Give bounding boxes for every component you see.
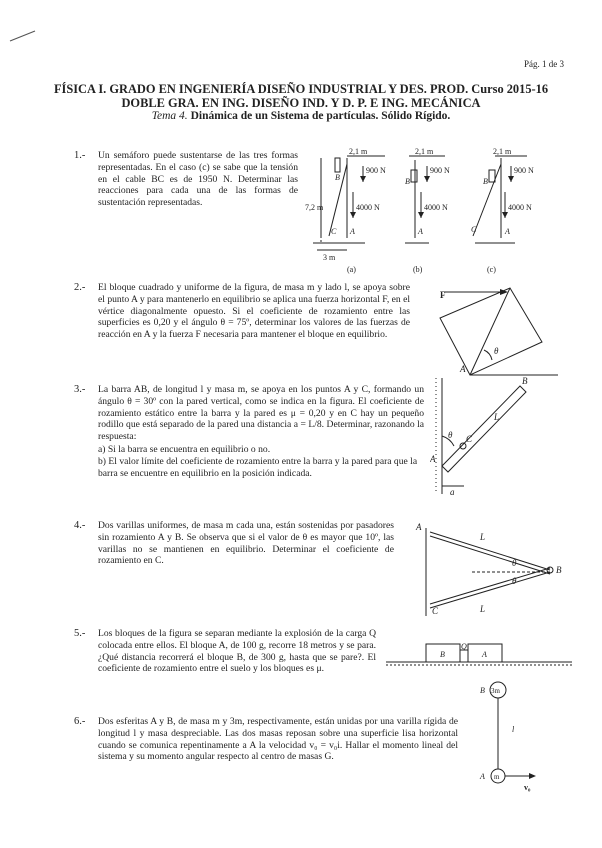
fig3-label-theta: θ: [448, 430, 453, 440]
problem-3-items: [98, 444, 424, 479]
fig2-point-label: A: [460, 364, 466, 374]
figure-6: [478, 680, 558, 794]
figure-4: [400, 520, 570, 620]
fig1c-label-c: C: [471, 225, 477, 234]
figure-3: [430, 376, 570, 496]
fig1c-force-top: 900 N: [514, 166, 534, 175]
fig3-label-a-dist: a: [450, 487, 455, 496]
fig6-label-3m: 3m: [491, 687, 500, 695]
fig4-label-theta-top: θ: [512, 558, 517, 568]
fig6-label-b: B: [480, 686, 485, 695]
problem-4-number: 4.-: [74, 520, 86, 531]
fig6-label-a: A: [480, 772, 485, 781]
fig3-label-b: B: [522, 376, 528, 386]
fig6-label-v0: v₀: [524, 783, 531, 792]
fig1-caption-b: (b): [413, 265, 423, 274]
fig1a-label-c: C: [331, 227, 337, 236]
problem-2-text: El bloque cuadrado y uniforme de la figura, de masa m y lado l, se apoya sobre el punto A y para mantenerlo en equilibrio se aplica una fuerza horizontal F, en el vértice diagonalmente opuesto. Si el coeficiente de rozamiento entre las superficies es 0,20 y el ángulo θ = 75º, determinar los valores de las fuerzas de reacción en A y la fuerza F necesaria para mantener el bloque en equilibrio.: [98, 282, 410, 341]
fig1a-dim-height: 7,2 m: [305, 203, 324, 212]
fig1b-force-top: 900 N: [430, 166, 450, 175]
problem-3-text: La barra AB, de longitud l y masa m, se apoya en los puntos A y C, formando un ángulo θ = 30º con la pared vertical, como se indica en la figura. El coeficiente de rozamiento estático entre la barra y la pared es μ = 0,20 y en C hay un pequeño rodillo que está separado de la pared una distancia a = L/8. Determinar, razonando la respuesta:: [98, 384, 424, 443]
figure-2: [430, 280, 570, 380]
problem-5-text: Los bloques de la figura se separan mediante la explosión de la carga Q colocada entre ellos. El bloque A, de 100 g, recorre 18 metros y se para. ¿Qué distancia recorrerá el bloque B, de 300 g, hasta que se pare?. El coeficiente de rozamiento entre el suelo y los bloques es μ.: [98, 628, 376, 675]
problem-3-number: 3.-: [74, 384, 86, 395]
fig1a-force-top: 900 N: [366, 166, 386, 175]
fig1b-label-b: B: [405, 177, 410, 186]
fig3-label-c: C: [466, 434, 473, 444]
fig1b-dim-top: 2,1 m: [415, 148, 434, 156]
course-header-line2: DOBLE GRA. EN ING. DISEÑO IND. Y D. P. E ING. MECÁNICA: [121, 96, 481, 110]
fig4-label-c: C: [432, 606, 439, 616]
fig1b-label-a: A: [418, 227, 423, 236]
problem-5-number: 5.-: [74, 628, 86, 639]
problem-3-item-a: a) Si la barra se encuentra en equilibrio o no.: [98, 444, 271, 455]
page-number: Pág. 1 de 3: [524, 59, 564, 69]
fig1a-label-b: B: [335, 173, 340, 182]
fig5-label-a: A: [482, 650, 487, 659]
pen-mark: [8, 28, 38, 44]
fig3-label-l: L: [494, 412, 500, 422]
problem-6-number: 6.-: [74, 716, 86, 727]
fig4-label-l-top: L: [480, 532, 486, 542]
fig1-caption-c: (c): [487, 265, 496, 274]
fig1c-label-a: A: [505, 227, 510, 236]
fig1a-dim-top: 2,1 m: [349, 148, 368, 156]
theme-label: Tema 4.: [151, 110, 188, 122]
fig1b-force-bottom: 4000 N: [424, 203, 448, 212]
theme-title: Dinámica de un Sistema de partículas. Sólido Rígido.: [190, 110, 451, 122]
fig4-label-a: A: [416, 522, 422, 532]
fig2-angle-label: θ: [494, 346, 499, 356]
problem-1-number: 1.-: [74, 150, 86, 161]
theme-heading: [0, 110, 602, 122]
problem-3-item-b: b) El valor límite del coeficiente de rozamiento entre la barra y la pared para que la barra se encuentre en equilibrio en la posición indicada.: [98, 455, 418, 479]
fig2-force-label: F: [440, 290, 446, 300]
figure-5: [384, 638, 574, 670]
fig3-label-a: A: [430, 454, 436, 464]
fig1c-label-b: B: [483, 177, 488, 186]
fig1-caption-a: (a): [347, 265, 356, 274]
course-header-line1: FÍSICA I. GRADO EN INGENIERÍA DISEÑO INDUSTRIAL Y DES. PROD. Curso 2015-16: [53, 82, 549, 96]
fig4-label-l-bottom: L: [480, 604, 486, 614]
fig1a-dim-base: 3 m: [323, 253, 336, 262]
fig1c-dim-top: 2,1 m: [493, 148, 512, 156]
fig4-label-theta-bottom: θ: [512, 576, 517, 586]
fig6-label-l: l: [512, 725, 515, 734]
problem-1-text: Un semáforo puede sustentarse de las tres formas representadas. En el caso (c) se sabe que la tensión en el cable BC es de 1950 N. Determinar las reacciones para cada una de las formas de sustentación representadas.: [98, 150, 298, 209]
figure-1: [305, 148, 535, 278]
fig4-label-b: B: [556, 565, 562, 575]
fig5-label-q: Q: [461, 642, 467, 651]
problem-4-text: Dos varillas uniformes, de masa m cada una, están sostenidas por pasadores sin rozamiento A y B. Se observa que si el valor de θ es mayor que 10º, las varillas no se mantienen en equilibrio. Determinar el coeficiente de rozamiento en C.: [98, 520, 394, 567]
problem-6-text: Dos esferitas A y B, de masa m y 3m, respectivamente, están unidas por una varilla rígida de longitud l y masa despreciable. Las dos masas reposan sobre una superficie lisa horizontal cuando se comunica repentinamente a A la velocidad v₀ = v₀i. Hallar el momento lineal del sistema y su momento angular respecto al centro de masas G.: [98, 716, 458, 763]
fig5-label-b: B: [440, 650, 445, 659]
fig1a-label-a: A: [350, 227, 355, 236]
problem-2-number: 2.-: [74, 282, 86, 293]
fig6-label-m: m: [494, 773, 500, 781]
fig1c-force-bottom: 4000 N: [508, 203, 532, 212]
fig1a-force-bottom: 4000 N: [356, 203, 380, 212]
